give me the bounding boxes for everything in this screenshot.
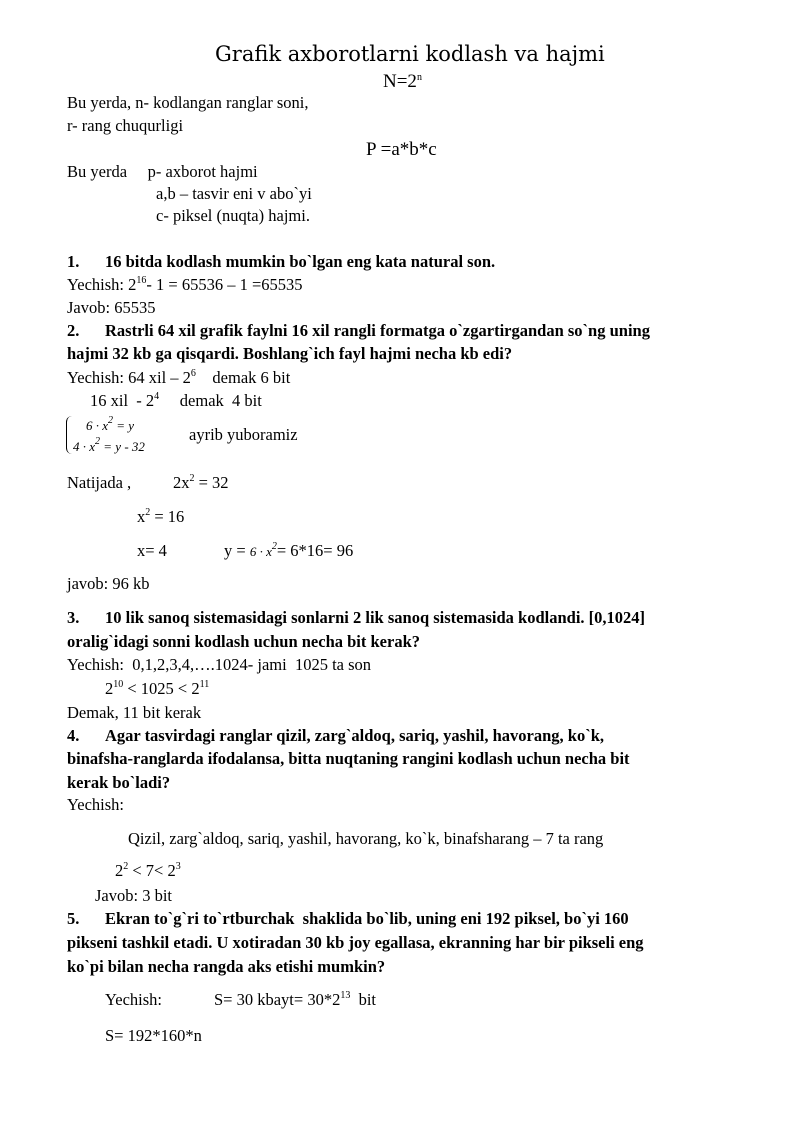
p3-question-2: oralig`idagi sonni kodlash uchun necha bit kerak? — [67, 632, 421, 651]
p1-question: 16 bitda kodlash mumkin bo`lgan eng kata natural son. — [105, 252, 496, 271]
p2-result: $2x^2 = 32$ — [173, 473, 229, 492]
p1-answer: Javob: 65535 — [67, 298, 156, 317]
p4-solution-1: Qizil, zarg`aldoq, sariq, yashil, havorang, ko`k, binafsharang – 7 ta rang — [128, 829, 604, 848]
p4-number: 4. — [67, 726, 80, 745]
p3-answer: Demak, 11 bit kerak — [67, 703, 202, 722]
p2-question-1: Rastrli 64 xil grafik faylni 16 xil rangli formatga o`zgartirgandan so`ng uning — [105, 321, 650, 340]
p2-number: 2. — [67, 321, 80, 340]
p2-question-2: hajmi 32 kb ga qisqardi. Boshlang`ich fayl hajmi necha kb edi? — [67, 344, 513, 363]
p5-solution-1: S= 30 kbayt= $30*2^{13}$ bit — [214, 990, 376, 1009]
p2-step-1: $x^2 = 16$ — [137, 507, 185, 526]
p5-question-1: Ekran to`g`ri to`rtburchak shaklida bo`lib, uning eni 192 piksel, bo`yi 160 — [105, 909, 629, 928]
p5-number: 5. — [67, 909, 80, 928]
p5-solution-2: S= 192*160*n — [105, 1026, 202, 1045]
page-title: Grafik axborotlarni kodlash va hajmi — [215, 42, 605, 66]
p3-solution-2: $2^{10} < 1025 < 2^{11}$ — [105, 679, 210, 698]
p4-solution-label: Yechish: — [67, 795, 125, 814]
p4-answer: Javob: 3 bit — [95, 886, 172, 905]
p1-solution: Yechish: $2^{16}-$ 1 = 65536 – 1 =65535 — [67, 275, 303, 294]
p2-step-2-formula: $6 \cdot x^2$ — [249, 541, 277, 559]
system-note: ayrib yuboramiz — [189, 425, 298, 444]
p3-question-1: 10 lik sanoq sistemasidagi sonlarni 2 lik sanoq sistemasida kodlandi. [0,1024] — [105, 608, 646, 627]
intro-line-4: a,b – tasvir eni v abo`yi — [156, 184, 312, 203]
p4-solution-2: $2^2 < 7< 2^3$ — [115, 861, 181, 880]
p2-step-2-y: $y = 6 \cdot x^2= 6*16= 96$ — [224, 541, 354, 560]
system-eq-1: $6 \cdot x^2 = y$ — [86, 415, 135, 433]
p4-question-1: Agar tasvirdagi ranglar qizil, zarg`aldoq, sariq, yashil, havorang, ko`k, — [105, 726, 605, 745]
p2-answer: javob: 96 kb — [67, 574, 150, 593]
p5-question-3: ko`pi bilan necha rangda aks etishi mumkin? — [67, 957, 386, 976]
p2-step-2-x: x= 4 — [137, 541, 167, 560]
p1-number: 1. — [67, 252, 80, 271]
equation-system-brace — [66, 416, 73, 454]
formula-n: $N=2^n$ — [383, 71, 422, 92]
intro-line-5: c- piksel (nuqta) hajmi. — [156, 206, 310, 225]
intro-line-3: Bu yerda p- axborot hajmi — [67, 162, 258, 181]
p3-number: 3. — [67, 608, 80, 627]
p2-solution-1: Yechish: 64 xil – $2^6$ demak 6 bit — [67, 368, 291, 387]
p5-solution-label: Yechish: — [105, 990, 163, 1009]
p3-solution-1: Yechish: 0,1,2,3,4,….1024- jami 1025 ta son — [67, 655, 372, 674]
p2-result-label: Natijada , — [67, 473, 132, 492]
intro-line-2: r- rang chuqurligi — [67, 116, 184, 135]
formula-p: P =a*b*c — [366, 139, 437, 160]
system-eq-2: $4 \cdot x^2 = y - 32$ — [73, 436, 145, 454]
p5-question-2: pikseni tashkil etadi. U xotiradan 30 kb joy egallasa, ekranning har bir pikseli eng — [67, 933, 644, 952]
intro-line-1: Bu yerda, n- kodlangan ranglar soni, — [67, 93, 309, 112]
p2-solution-2: 16 xil - $2^4$ demak 4 bit — [90, 391, 262, 410]
p4-question-3: kerak bo`ladi? — [67, 773, 171, 792]
p4-question-2: binafsha-ranglarda ifodalansa, bitta nuqtaning rangini kodlash uchun necha bit — [67, 749, 630, 768]
